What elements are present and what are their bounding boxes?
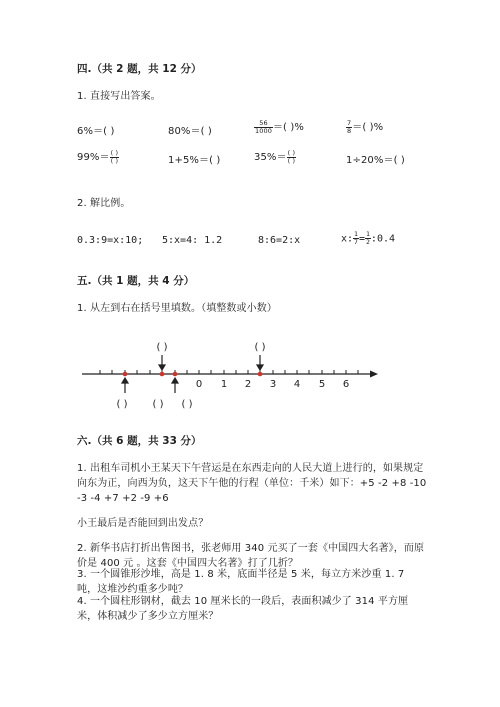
tick-label-2: 2 bbox=[244, 379, 252, 390]
question-6-3: 3. 一个圆锥形沙堆，高是 1. 8 米，底面半径是 5 米，每立方米沙重 1. 7 吨，这堆沙约重多少吨？ bbox=[77, 569, 405, 595]
fraction: $\frac{56}{1000}$ bbox=[255, 118, 272, 135]
arrow-up-2-head bbox=[172, 378, 178, 383]
fraction-blank: $\frac{( )}{( )}$ bbox=[287, 148, 296, 165]
proportion-a: 0.3:9=x:10; bbox=[77, 235, 144, 246]
calc-1-plus-5-percent: 1+5%＝( ) bbox=[168, 155, 221, 166]
tick-label-5: 5 bbox=[318, 379, 326, 390]
tick-label-4: 4 bbox=[293, 379, 301, 390]
calc-1-div-20-percent: 1÷20%＝( ) bbox=[346, 155, 405, 166]
point-2 bbox=[160, 372, 165, 377]
bottom-blank-2: ( ) bbox=[152, 399, 164, 410]
arrow-up-1-head bbox=[122, 378, 128, 383]
question-6-2: 2. 新华书店打折出售图书，张老师用 340 元买了一套《中国四大名著》，而原价是 400 元 。这套《中国四大名著》打了几折？ bbox=[77, 543, 425, 569]
calc-7-over-8: $\frac{7}{8}$ ＝( )% bbox=[347, 118, 384, 135]
top-blank-left: ( ) bbox=[156, 342, 168, 353]
number-line-ticks bbox=[100, 370, 358, 374]
question-4-1-label: 1. 直接写出答案。 bbox=[77, 91, 161, 102]
question-5-1-label: 1. 从左到右在括号里填数。（填整数或小数） bbox=[77, 303, 277, 314]
arrow-down-left-head bbox=[159, 365, 165, 370]
point-1 bbox=[123, 372, 128, 377]
calc-56-over-1000: $\frac{56}{1000}$ ＝( )% bbox=[255, 118, 304, 135]
fraction: $\frac{7}{8}$ bbox=[347, 118, 352, 135]
calc-6-percent: 6%＝( ) bbox=[77, 126, 115, 137]
fraction-blank: $\frac{( )}{( )}$ bbox=[110, 148, 119, 165]
number-line bbox=[70, 335, 390, 415]
proportion-b: 5:x=4: 1.2 bbox=[162, 235, 223, 246]
section-6-title: 六.（共 6 题，共 33 分） bbox=[77, 435, 202, 447]
tick-label-6: 6 bbox=[342, 379, 350, 390]
point-3 bbox=[173, 372, 178, 377]
proportion-d: x: $\frac{1}{7}$ = $\frac{1}{2}$ :0.4 bbox=[341, 230, 396, 246]
question-4-2-label: 2. 解比例。 bbox=[77, 198, 131, 209]
question-6-4: 4. 一个圆柱形钢材，截去 10 厘米长的一段后，表面积减少了 314 平方厘米，体积减少了多少立方厘米？ bbox=[77, 596, 409, 622]
top-blank-right: ( ) bbox=[254, 342, 266, 353]
proportion-c: 8:6=2:x bbox=[258, 235, 301, 246]
arrow-down-right-head bbox=[257, 365, 263, 370]
fraction: $\frac{1}{7}$ bbox=[354, 230, 358, 246]
point-4 bbox=[258, 372, 263, 377]
question-6-1-ask: 小王最后是否能回到出发点？ bbox=[77, 518, 209, 529]
fraction: $\frac{1}{2}$ bbox=[366, 230, 370, 246]
calc-35-percent: 35%＝ $\frac{( )}{( )}$ bbox=[254, 148, 296, 165]
number-line-arrowhead bbox=[370, 371, 378, 378]
bottom-blank-3: ( ) bbox=[181, 399, 193, 410]
tick-label-3: 3 bbox=[269, 379, 277, 390]
calc-80-percent: 80%＝( ) bbox=[168, 126, 212, 137]
section-5-title: 五.（共 1 题，共 4 分） bbox=[77, 275, 195, 287]
calc-99-percent: 99%＝ $\frac{( )}{( )}$ bbox=[77, 148, 119, 165]
question-6-1: 1. 出租车司机小王某天下午营运是在东西走向的人民大道上进行的，如果规定向东为正，向西为负，这天下午他的行程（单位：千米）如下：+5 -2 +8 -10 -3 -4 +7 +2 -9 +6 bbox=[77, 463, 427, 504]
tick-label-1: 1 bbox=[220, 379, 228, 390]
tick-label-0: 0 bbox=[195, 379, 203, 390]
section-4-title: 四.（共 2 题，共 12 分） bbox=[77, 63, 202, 75]
bottom-blank-1: ( ) bbox=[116, 399, 128, 410]
